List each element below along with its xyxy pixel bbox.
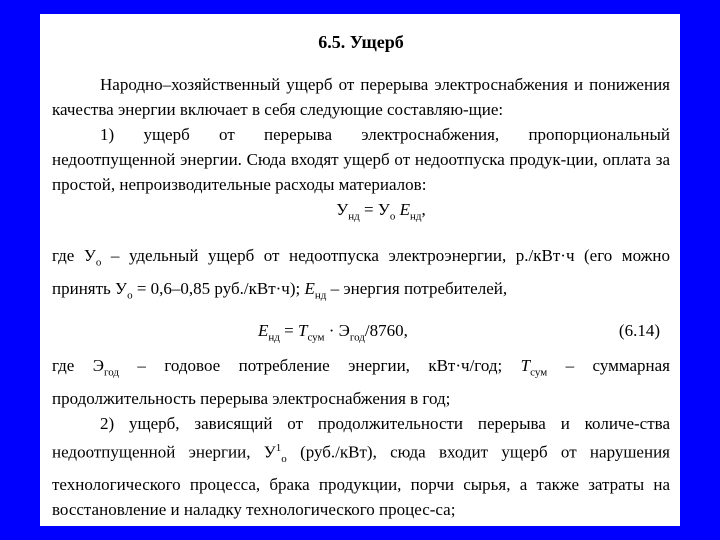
where-2-paragraph: где $Э_{год}$ – годовое потребление энергии, кВт·ч/год; $T_{сум}$ – суммарная продолжительность перерыва электроснабжения в год; <box>52 356 670 408</box>
formula-6-14 <box>52 318 670 343</box>
where-1-paragraph: где $У_о$ – удельный ущерб от недоотпуска электроэнергии, р./кВт·ч (его можно принять $У_о = 0,6-0,85$ руб./кВт·ч); $E_{нд}$ – энергия потребителей, <box>52 246 670 302</box>
formula-6-14-body: $E_{нд} = T_{сум} \cdot Э_{год}/8760$, <box>258 321 408 344</box>
section-title: 6.5. Ущерб <box>318 32 404 52</box>
formula-number: (6.14) <box>618 321 660 341</box>
item-2-paragraph: 2) ущерб, зависящий от продолжительности перерыва и количе-ства недоотпущенной энергии, $У^1_о$ (руб./кВт), сюда входит ущерб от нарушения технологического процесса, брака продукции, порчи сырья, а также затраты на восстановление и наладку технологического процес-са; <box>52 413 670 519</box>
item-1-paragraph: 1) ущерб от перерыва электроснабжения, пропорциональный недоотпущенной энергии. Сюда входят ущерб от недоотпуска продук-ции, оплата за простой, непроизводительные расходы материалов: <box>52 125 670 194</box>
formula-undersupply-damage: $У_{нд} = У_о$ $E_{нд}$, <box>336 200 426 223</box>
intro-paragraph: Народно–хозяйственный ущерб от перерыва электроснабжения и понижения качества энергии включает в себя следующие составляю-щие: <box>52 75 670 119</box>
document-page <box>40 14 680 526</box>
